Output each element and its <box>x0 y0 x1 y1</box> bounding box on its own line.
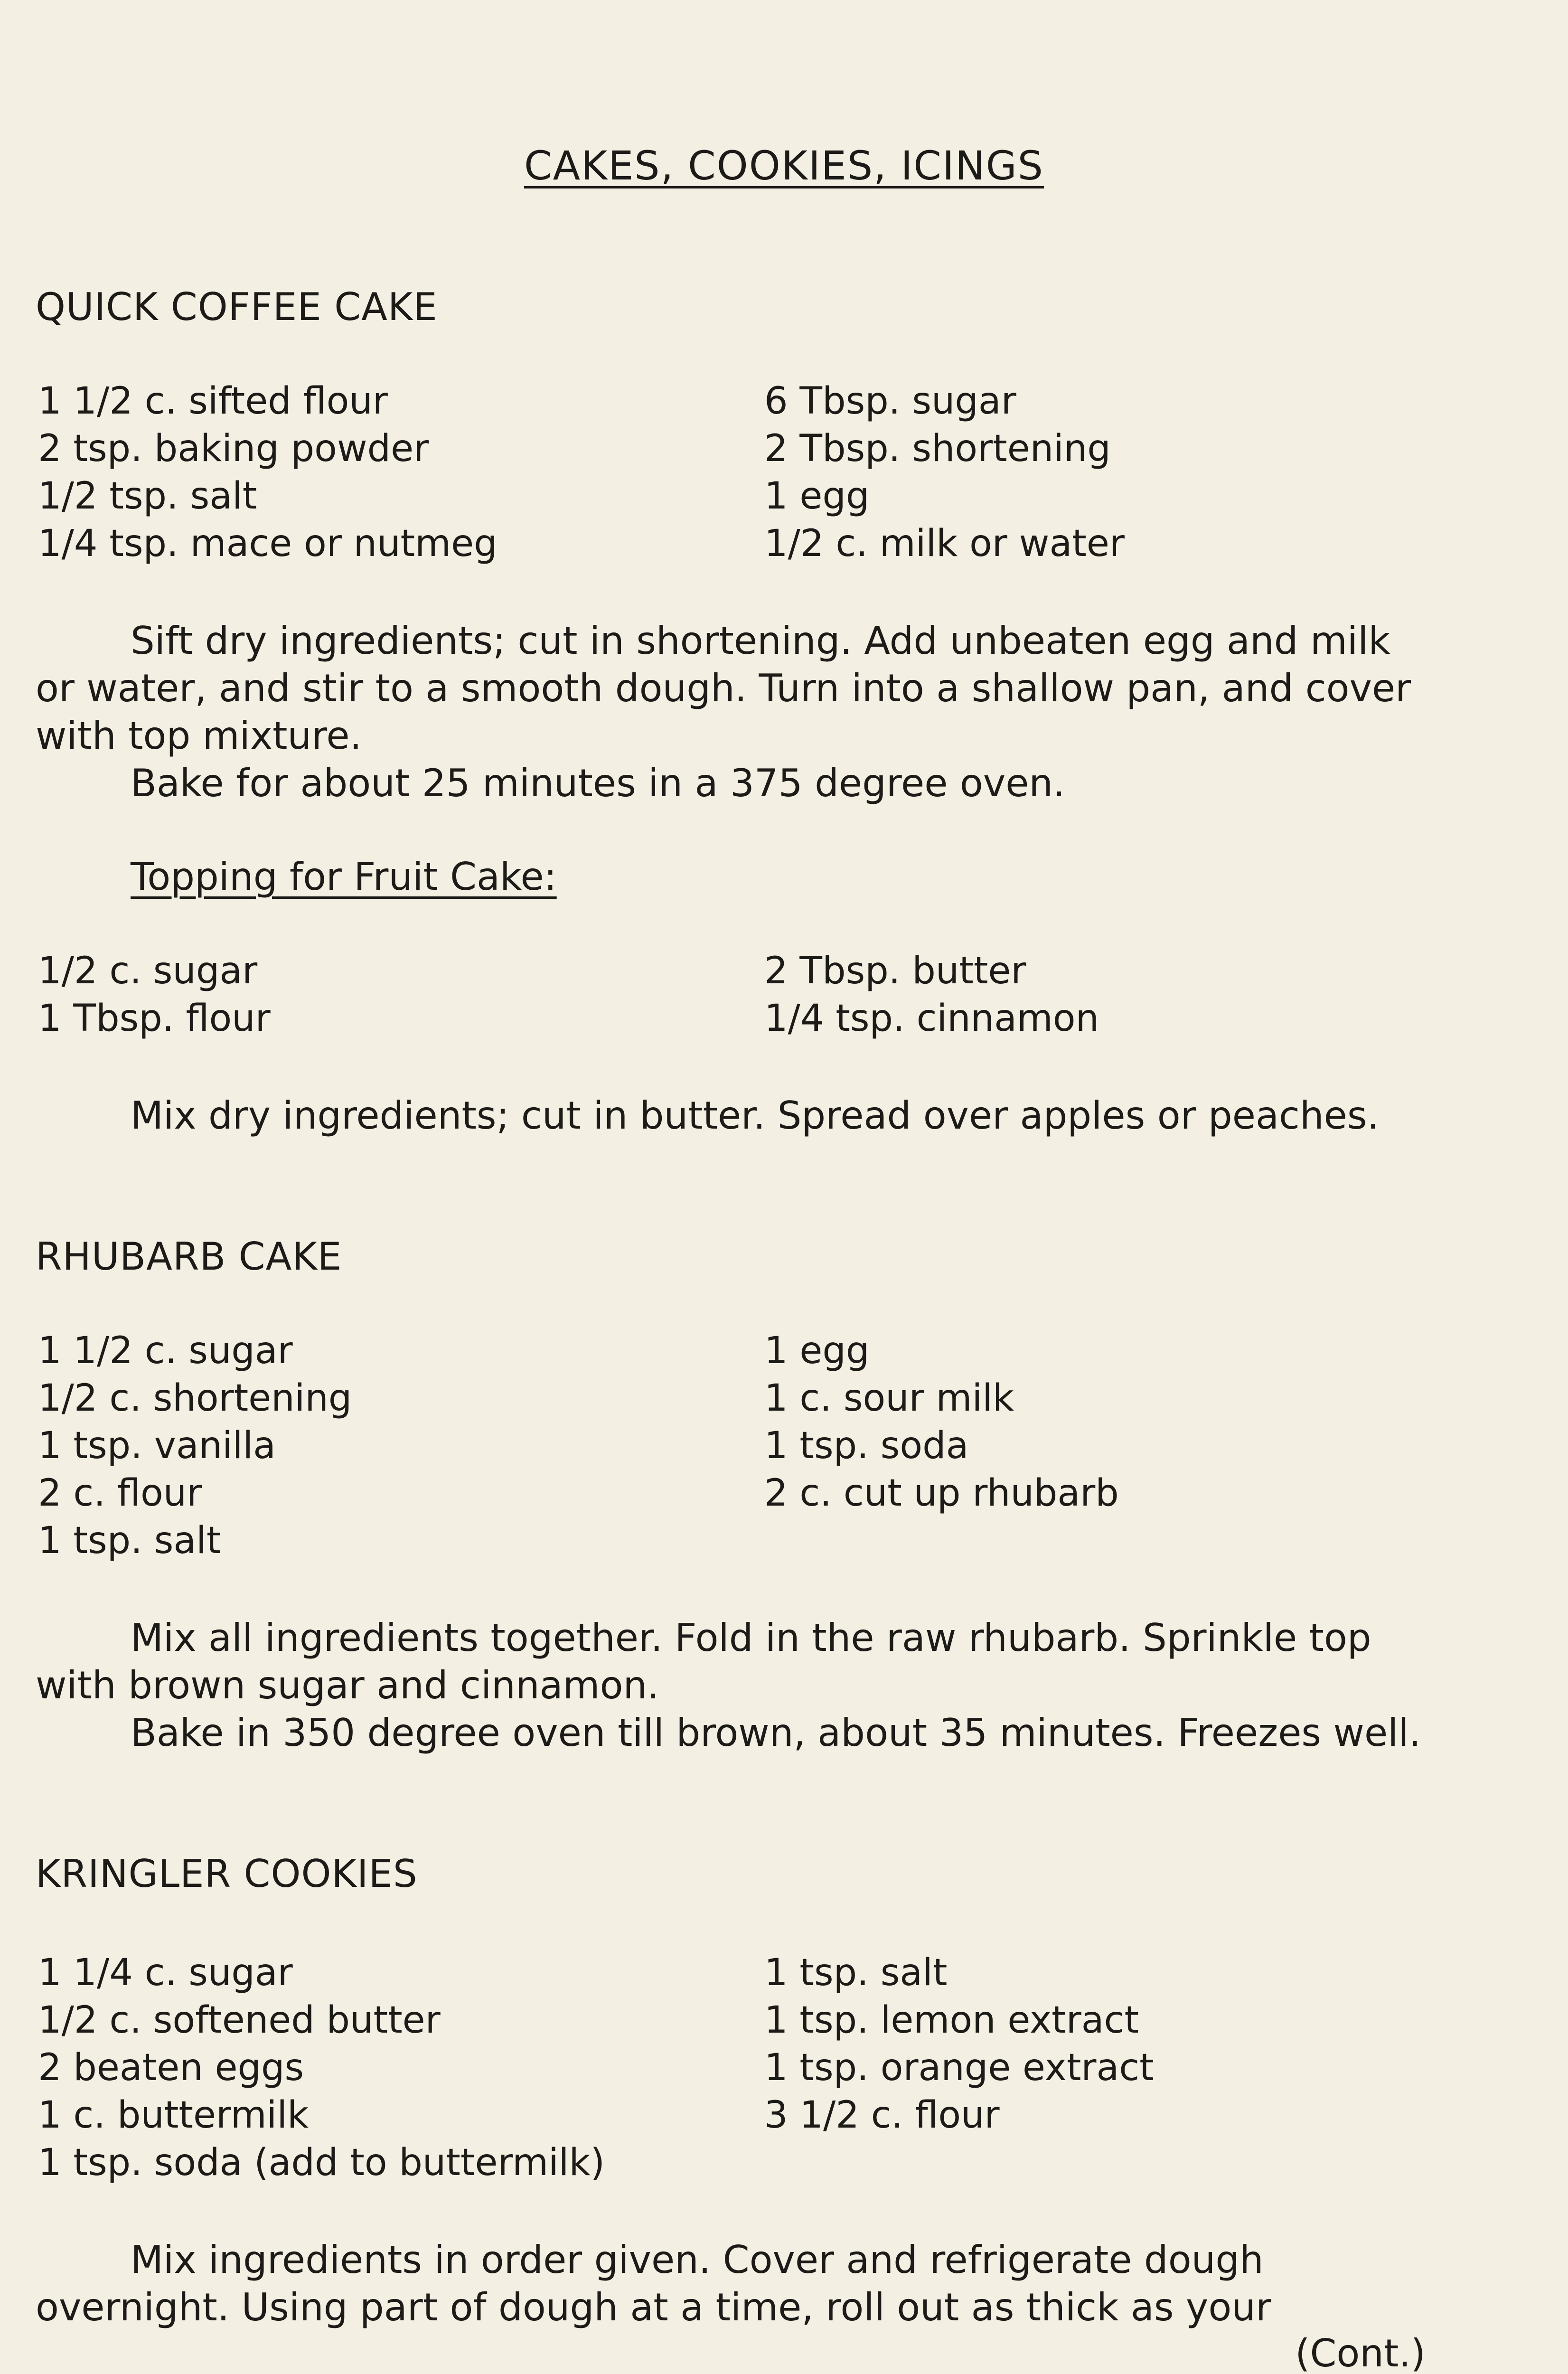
direction-paragraph: Bake in 350 degree oven till brown, about 35 minutes. Freezes well. <box>131 1711 1421 1755</box>
ingredient: 1/4 tsp. mace or nutmeg <box>38 522 498 565</box>
ingredient: 1 tsp. orange extract <box>764 2046 1154 2089</box>
ingredient: 1 tsp. lemon extract <box>764 1999 1139 2042</box>
recipe-directions <box>36 1614 1441 1709</box>
ingredient: 1 1/2 c. sugar <box>38 1329 293 1372</box>
ingredient: 3 1/2 c. flour <box>764 2094 1000 2137</box>
ingredient: 1/2 tsp. salt <box>38 475 257 518</box>
recipe-directions <box>36 1092 1441 1140</box>
ingredient: 1/2 c. milk or water <box>764 522 1125 565</box>
ingredient: 2 Tbsp. shortening <box>764 427 1111 470</box>
ingredient: 1 1/2 c. sifted flour <box>38 380 388 423</box>
ingredient: 2 tsp. baking powder <box>38 427 429 470</box>
ingredient: 1/2 c. softened butter <box>38 1999 441 2042</box>
ingredient: 2 c. flour <box>38 1472 202 1515</box>
ingredient: 1 c. sour milk <box>764 1377 1014 1420</box>
ingredient: 1 Tbsp. flour <box>38 997 271 1040</box>
ingredient: 1 tsp. salt <box>764 1951 948 1994</box>
recipe-title-quick-coffee-cake: QUICK COFFEE CAKE <box>36 285 438 329</box>
recipe-directions <box>36 1709 1441 1757</box>
ingredient: 1 tsp. vanilla <box>38 1424 276 1467</box>
ingredient: 2 beaten eggs <box>38 2046 304 2089</box>
ingredient: 1/4 tsp. cinnamon <box>764 997 1099 1040</box>
ingredient: 1 egg <box>764 1329 870 1372</box>
ingredient: 1 tsp. soda (add to buttermilk) <box>38 2141 605 2184</box>
ingredient: 1/2 c. sugar <box>38 950 258 992</box>
continued-marker: (Cont.) <box>1295 2331 1426 2374</box>
ingredient: 1/2 c. shortening <box>38 1377 352 1420</box>
ingredient: 1 egg <box>764 475 870 518</box>
ingredient: 2 c. cut up rhubarb <box>764 1472 1119 1515</box>
recipe-subtitle-topping: Topping for Fruit Cake: <box>131 855 557 899</box>
ingredient: 2 Tbsp. butter <box>764 950 1026 992</box>
page-heading <box>0 142 1568 189</box>
ingredient: 1 tsp. soda <box>764 1424 969 1467</box>
direction-paragraph: Mix ingredients in order given. Cover and refrigerate dough overnight. Using part of dough at a time, roll out as thick as your <box>36 2238 1271 2329</box>
ingredient: 1 c. buttermilk <box>38 2094 309 2137</box>
ingredient: 6 Tbsp. sugar <box>764 380 1016 423</box>
recipe-directions <box>36 760 1441 807</box>
direction-paragraph: Mix all ingredients together. Fold in the raw rhubarb. Sprinkle top with brown sugar and cinnamon. <box>36 1616 1371 1707</box>
ingredient: 1 1/4 c. sugar <box>38 1951 293 1994</box>
direction-paragraph: Sift dry ingredients; cut in shortening. Add unbeaten egg and milk or water, and stir to a smooth dough. Turn into a shallow pan, and cover with top mixture. <box>36 619 1411 758</box>
recipe-directions <box>36 617 1441 760</box>
direction-paragraph: Bake for about 25 minutes in a 375 degree oven. <box>131 761 1065 805</box>
ingredient: 1 tsp. salt <box>38 1519 221 1562</box>
recipe-title-rhubarb-cake: RHUBARB CAKE <box>36 1234 342 1279</box>
direction-paragraph: Mix dry ingredients; cut in butter. Spread over apples or peaches. <box>131 1093 1379 1138</box>
recipe-title-kringler-cookies: KRINGLER COOKIES <box>36 1852 418 1896</box>
page-heading-text: CAKES, COOKIES, ICINGS <box>524 142 1044 189</box>
recipe-directions <box>36 2236 1441 2331</box>
